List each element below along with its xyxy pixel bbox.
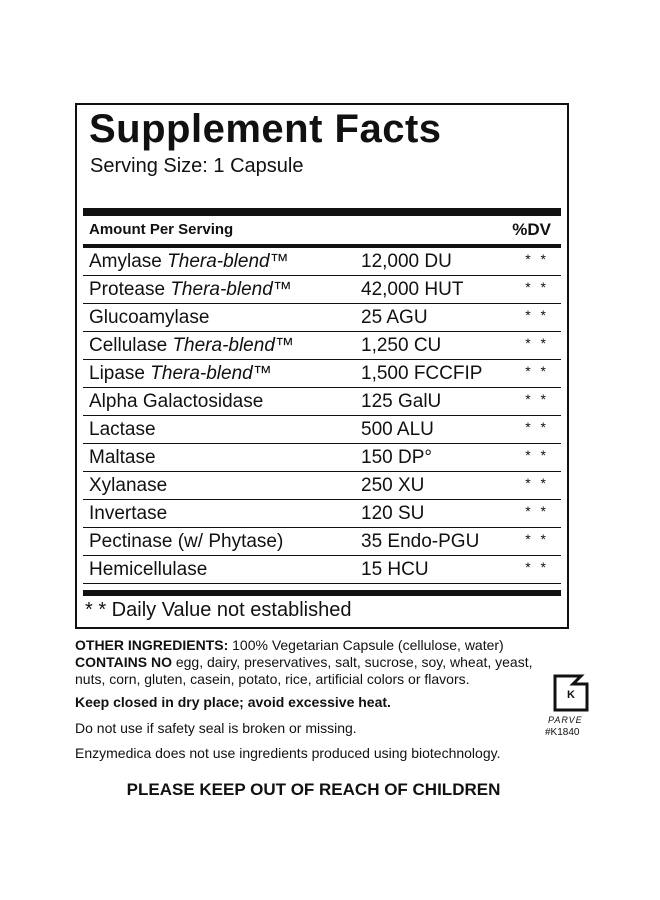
other-ingredients-text: 100% Vegetarian Capsule (cellulose, water) bbox=[228, 637, 504, 653]
table-row bbox=[83, 248, 561, 276]
table-row bbox=[83, 556, 561, 584]
ingredient-name bbox=[89, 391, 263, 413]
ingredient-dv: * * bbox=[525, 251, 549, 267]
ingredient-name-text: Xylanase bbox=[89, 475, 168, 496]
kosher-code: #K1840 bbox=[545, 727, 580, 738]
ingredient-name bbox=[89, 251, 289, 273]
ingredient-amount: 125 GalU bbox=[361, 391, 442, 412]
ingredients-block bbox=[75, 637, 555, 688]
ingredient-name-text: Cellulase bbox=[89, 335, 168, 356]
amount-header-row bbox=[83, 216, 561, 244]
biotech-note: Enzymedica does not use ingredients produced using biotechnology. bbox=[75, 745, 501, 761]
ingredient-amount: 1,250 CU bbox=[361, 335, 442, 356]
ingredient-name-text: Alpha Galactosidase bbox=[89, 391, 264, 412]
ingredient-name bbox=[89, 531, 283, 553]
table-row bbox=[83, 528, 561, 556]
dv-header: %DV bbox=[512, 220, 551, 239]
ingredient-name bbox=[89, 475, 167, 497]
table-row bbox=[83, 304, 561, 332]
table-row bbox=[83, 500, 561, 528]
ingredient-dv: * * bbox=[525, 531, 549, 547]
ingredient-dv: * * bbox=[525, 559, 549, 575]
ingredient-dv: * * bbox=[525, 307, 549, 323]
ingredient-name-text: Hemicellulase bbox=[89, 559, 208, 580]
table-row bbox=[83, 276, 561, 304]
ingredient-name-text: Lipase bbox=[89, 363, 145, 384]
ingredient-name bbox=[89, 419, 156, 441]
ingredient-amount: 25 AGU bbox=[361, 307, 428, 328]
ingredient-name bbox=[89, 447, 156, 469]
ingredient-name bbox=[89, 363, 272, 385]
table-row bbox=[83, 444, 561, 472]
ingredient-name bbox=[89, 559, 207, 581]
facts-table bbox=[83, 248, 561, 584]
supplement-facts-panel bbox=[75, 103, 569, 629]
serving-size: Serving Size: 1 Capsule bbox=[90, 155, 304, 177]
ingredient-dv: * * bbox=[525, 503, 549, 519]
ingredient-dv: * * bbox=[525, 363, 549, 379]
ingredient-dv: * * bbox=[525, 279, 549, 295]
blend-suffix: Thera-blend™ bbox=[172, 335, 294, 356]
ingredient-amount: 250 XU bbox=[361, 475, 425, 496]
ingredient-amount: 12,000 DU bbox=[361, 251, 452, 272]
thick-divider bbox=[83, 208, 561, 216]
ingredient-name bbox=[89, 307, 209, 329]
safety-seal-note: Do not use if safety seal is broken or missing. bbox=[75, 720, 357, 736]
kosher-parve-label: PARVE bbox=[548, 715, 583, 725]
table-row bbox=[83, 472, 561, 500]
kosher-parve-logo bbox=[545, 672, 595, 744]
ingredient-name bbox=[89, 503, 167, 525]
blend-suffix: Thera-blend™ bbox=[170, 279, 292, 300]
ingredient-dv: * * bbox=[525, 475, 549, 491]
ingredient-name-text: Pectinase (w/ Phytase) bbox=[89, 531, 284, 552]
ingredient-amount: 120 SU bbox=[361, 503, 425, 524]
children-warning: PLEASE KEEP OUT OF REACH OF CHILDREN bbox=[126, 780, 501, 799]
table-row bbox=[83, 388, 561, 416]
ingredient-amount: 35 Endo-PGU bbox=[361, 531, 480, 552]
table-row bbox=[83, 416, 561, 444]
ingredient-amount: 42,000 HUT bbox=[361, 279, 464, 300]
ingredient-amount: 1,500 FCCFIP bbox=[361, 363, 483, 384]
ingredient-dv: * * bbox=[525, 391, 549, 407]
ingredient-name-text: Invertase bbox=[89, 503, 168, 524]
table-row bbox=[83, 332, 561, 360]
ingredient-name-text: Maltase bbox=[89, 447, 156, 468]
kosher-letter: K bbox=[567, 689, 575, 701]
ingredient-name bbox=[89, 279, 292, 301]
dv-footnote: * * Daily Value not established bbox=[85, 599, 352, 621]
ingredient-amount: 15 HCU bbox=[361, 559, 429, 580]
contains-no-label: CONTAINS NO bbox=[75, 654, 172, 670]
ingredient-name bbox=[89, 335, 294, 357]
ingredient-name-text: Glucoamylase bbox=[89, 307, 210, 328]
ingredient-name-text: Protease bbox=[89, 279, 166, 300]
other-ingredients-label: OTHER INGREDIENTS: bbox=[75, 637, 229, 653]
ingredient-name-text: Lactase bbox=[89, 419, 156, 440]
bottom-divider bbox=[83, 590, 561, 596]
storage-instruction: Keep closed in dry place; avoid excessive heat. bbox=[75, 694, 391, 710]
ingredient-dv: * * bbox=[525, 335, 549, 351]
ingredient-dv: * * bbox=[525, 447, 549, 463]
ingredient-amount: 500 ALU bbox=[361, 419, 434, 440]
blend-suffix: Thera-blend™ bbox=[150, 363, 272, 384]
blend-suffix: Thera-blend™ bbox=[167, 251, 289, 272]
panel-title: Supplement Facts bbox=[89, 107, 442, 151]
ingredient-name-text: Amylase bbox=[89, 251, 162, 272]
ingredient-dv: * * bbox=[525, 419, 549, 435]
table-row bbox=[83, 360, 561, 388]
contains-no-text: egg, dairy, preservatives, salt, sucrose, soy, wheat, yeast, nuts, corn, gluten, casein, potato, rice, artificial colors or flavors. bbox=[75, 654, 533, 687]
amount-per-serving-label: Amount Per Serving bbox=[89, 221, 234, 238]
ingredient-amount: 150 DP° bbox=[361, 447, 432, 468]
